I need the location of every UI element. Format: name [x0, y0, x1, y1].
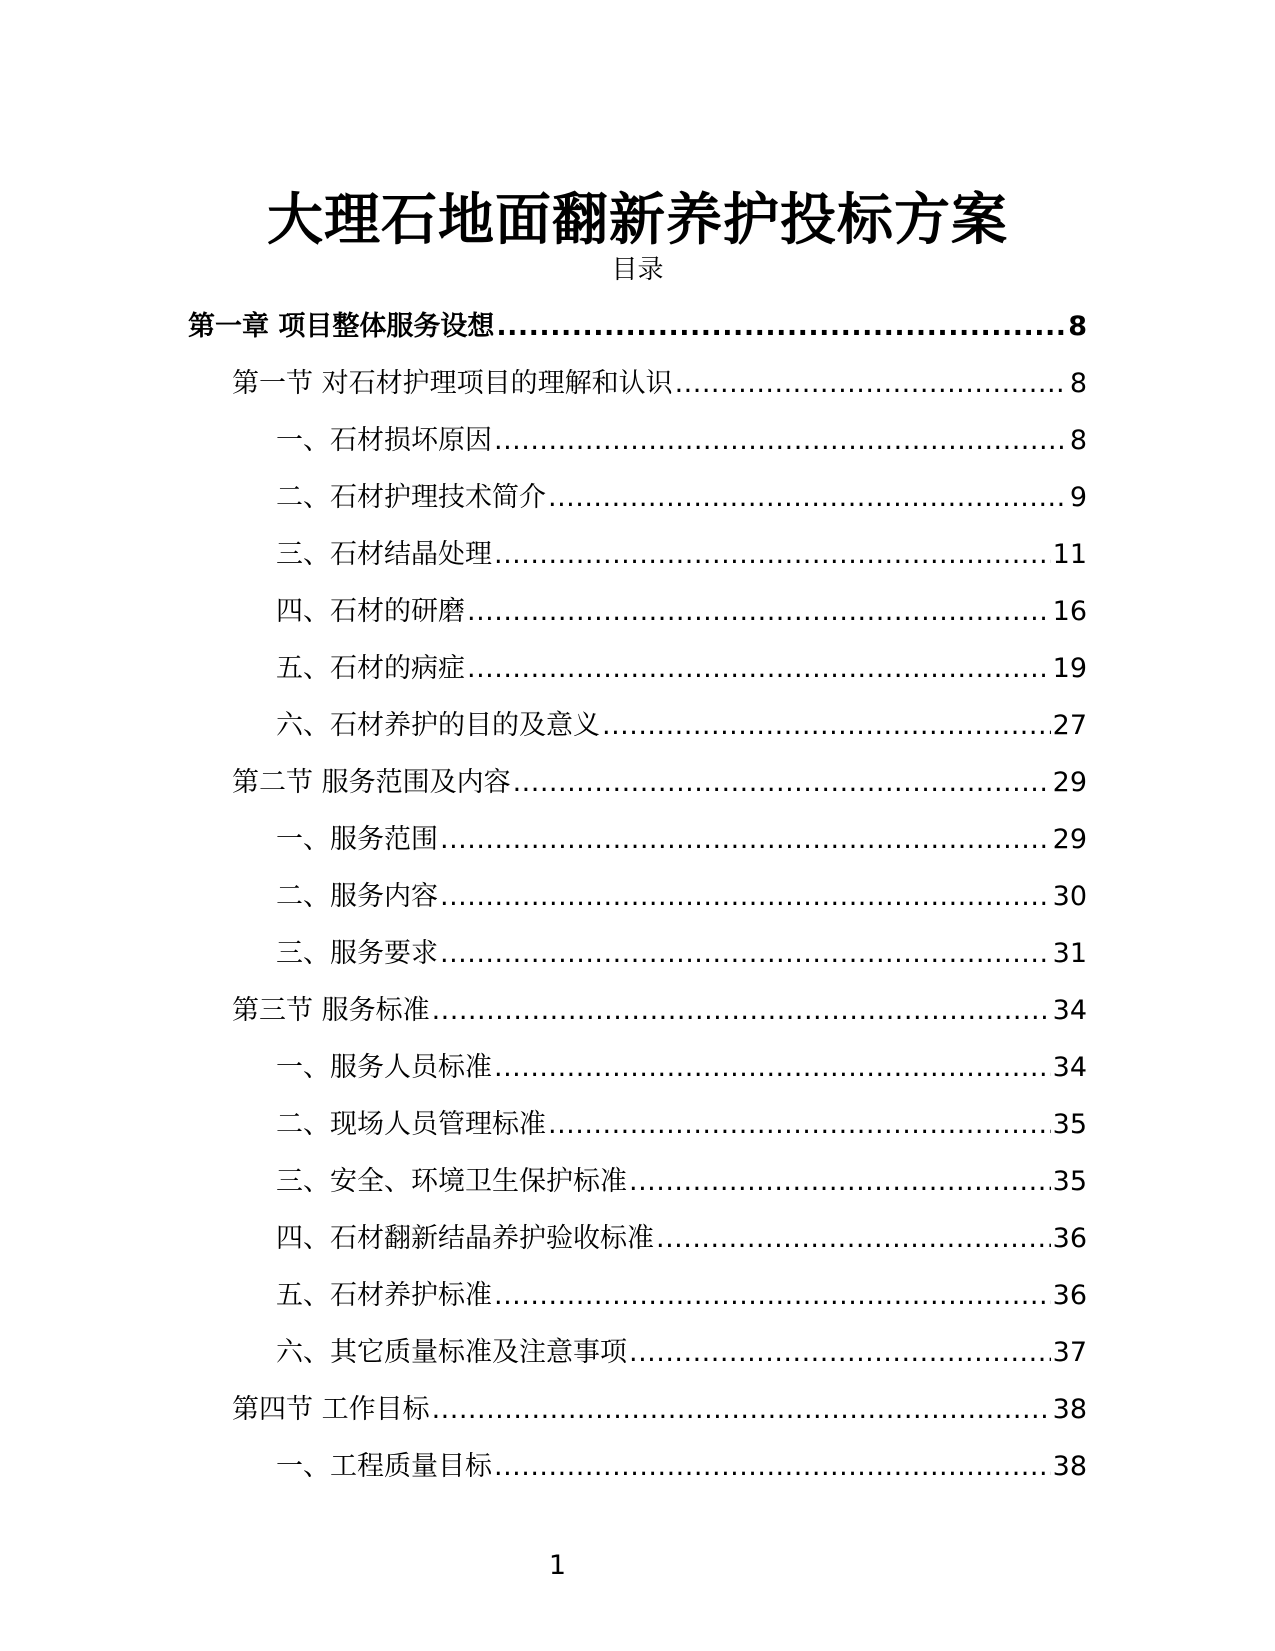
toc-entry-label: 第一章 项目整体服务设想 — [188, 310, 495, 342]
toc-dot-leader — [440, 822, 1051, 858]
toc-entry-subsection[interactable] — [276, 868, 1087, 925]
toc-entry-subsection[interactable] — [276, 1210, 1087, 1267]
toc-entry-page: 29 — [1052, 766, 1087, 798]
toc-entry-label: 第二节 服务范围及内容 — [232, 766, 511, 798]
toc-dot-leader — [548, 1107, 1051, 1143]
toc-entry-subsection[interactable] — [276, 583, 1087, 640]
toc-dot-leader — [496, 309, 1066, 345]
toc-dot-leader — [494, 1278, 1051, 1314]
toc-entry-subsection[interactable] — [276, 412, 1087, 469]
toc-entry-label: 三、石材结晶处理 — [276, 538, 492, 570]
toc-dot-leader — [432, 1392, 1051, 1428]
toc-entry-section-4[interactable] — [232, 1381, 1087, 1438]
toc-entry-page: 37 — [1052, 1336, 1087, 1368]
toc-entry-subsection[interactable] — [276, 1096, 1087, 1153]
toc-entry-page: 34 — [1052, 1051, 1087, 1083]
toc-entry-subsection[interactable] — [276, 1267, 1087, 1324]
toc-entry-page: 11 — [1052, 538, 1087, 570]
toc-dot-leader — [656, 1221, 1051, 1257]
toc-entry-page: 16 — [1052, 595, 1087, 627]
toc-entry-page: 8 — [1069, 424, 1087, 456]
toc-entry-label: 第三节 服务标准 — [232, 994, 430, 1026]
toc-entry-subsection[interactable] — [276, 811, 1087, 868]
toc-dot-leader — [602, 708, 1051, 744]
toc-entry-label: 五、石材的病症 — [276, 652, 465, 684]
toc-dot-leader — [432, 993, 1051, 1029]
toc-entry-page: 35 — [1052, 1108, 1087, 1140]
toc-entry-label: 五、石材养护标准 — [276, 1279, 492, 1311]
toc-entry-label: 六、其它质量标准及注意事项 — [276, 1336, 627, 1368]
toc-entry-page: 19 — [1052, 652, 1087, 684]
toc-entry-page: 8 — [1068, 310, 1087, 342]
toc-dot-leader — [548, 480, 1068, 516]
toc-entry-page: 30 — [1052, 880, 1087, 912]
toc-dot-leader — [494, 537, 1051, 573]
toc-entry-subsection[interactable] — [276, 925, 1087, 982]
toc-entry-section-2[interactable] — [232, 754, 1087, 811]
toc-entry-label: 一、服务范围 — [276, 823, 438, 855]
toc-entry-page: 38 — [1052, 1450, 1087, 1482]
toc-entry-label: 第四节 工作目标 — [232, 1393, 430, 1425]
toc-entry-section-1[interactable] — [232, 355, 1087, 412]
toc-entry-subsection[interactable] — [276, 697, 1087, 754]
toc-entry-subsection[interactable] — [276, 526, 1087, 583]
toc-entry-label: 一、工程质量目标 — [276, 1450, 492, 1482]
toc-entry-label: 第一节 对石材护理项目的理解和认识 — [232, 367, 673, 399]
toc-heading: 目录 — [611, 255, 664, 285]
toc-entry-page: 34 — [1052, 994, 1087, 1026]
toc-entry-subsection[interactable] — [276, 469, 1087, 526]
page-number: 1 — [548, 1550, 567, 1581]
toc-entry-subsection[interactable] — [276, 1324, 1087, 1381]
table-of-contents — [0, 298, 1275, 1495]
toc-entry-label: 三、安全、环境卫生保护标准 — [276, 1165, 627, 1197]
toc-entry-subsection[interactable] — [276, 1438, 1087, 1495]
toc-entry-page: 38 — [1052, 1393, 1087, 1425]
toc-entry-page: 36 — [1052, 1222, 1087, 1254]
toc-entry-subsection[interactable] — [276, 640, 1087, 697]
toc-dot-leader — [440, 879, 1051, 915]
toc-entry-label: 一、石材损坏原因 — [276, 424, 492, 456]
toc-dot-leader — [440, 936, 1051, 972]
toc-dot-leader — [675, 366, 1068, 402]
toc-dot-leader — [467, 651, 1051, 687]
toc-entry-label: 一、服务人员标准 — [276, 1051, 492, 1083]
toc-entry-label: 二、现场人员管理标准 — [276, 1108, 546, 1140]
toc-dot-leader — [629, 1164, 1051, 1200]
toc-entry-label: 三、服务要求 — [276, 937, 438, 969]
toc-entry-page: 36 — [1052, 1279, 1087, 1311]
toc-entry-page: 27 — [1052, 709, 1087, 741]
toc-entry-subsection[interactable] — [276, 1153, 1087, 1210]
toc-entry-label: 六、石材养护的目的及意义 — [276, 709, 600, 741]
toc-dot-leader — [494, 423, 1068, 459]
toc-dot-leader — [629, 1335, 1051, 1371]
toc-entry-chapter-1[interactable] — [188, 298, 1087, 355]
toc-dot-leader — [494, 1449, 1051, 1485]
toc-entry-page: 31 — [1052, 937, 1087, 969]
toc-entry-page: 35 — [1052, 1165, 1087, 1197]
toc-entry-page: 8 — [1069, 367, 1087, 399]
toc-entry-label: 四、石材的研磨 — [276, 595, 465, 627]
toc-entry-subsection[interactable] — [276, 1039, 1087, 1096]
toc-entry-section-3[interactable] — [232, 982, 1087, 1039]
toc-entry-page: 29 — [1052, 823, 1087, 855]
toc-entry-label: 二、石材护理技术简介 — [276, 481, 546, 513]
toc-entry-label: 二、服务内容 — [276, 880, 438, 912]
toc-dot-leader — [494, 1050, 1051, 1086]
toc-entry-page: 9 — [1069, 481, 1087, 513]
toc-dot-leader — [467, 594, 1051, 630]
document-title: 大理石地面翻新养护投标方案 — [267, 187, 1008, 253]
toc-dot-leader — [513, 765, 1051, 801]
toc-entry-label: 四、石材翻新结晶养护验收标准 — [276, 1222, 654, 1254]
